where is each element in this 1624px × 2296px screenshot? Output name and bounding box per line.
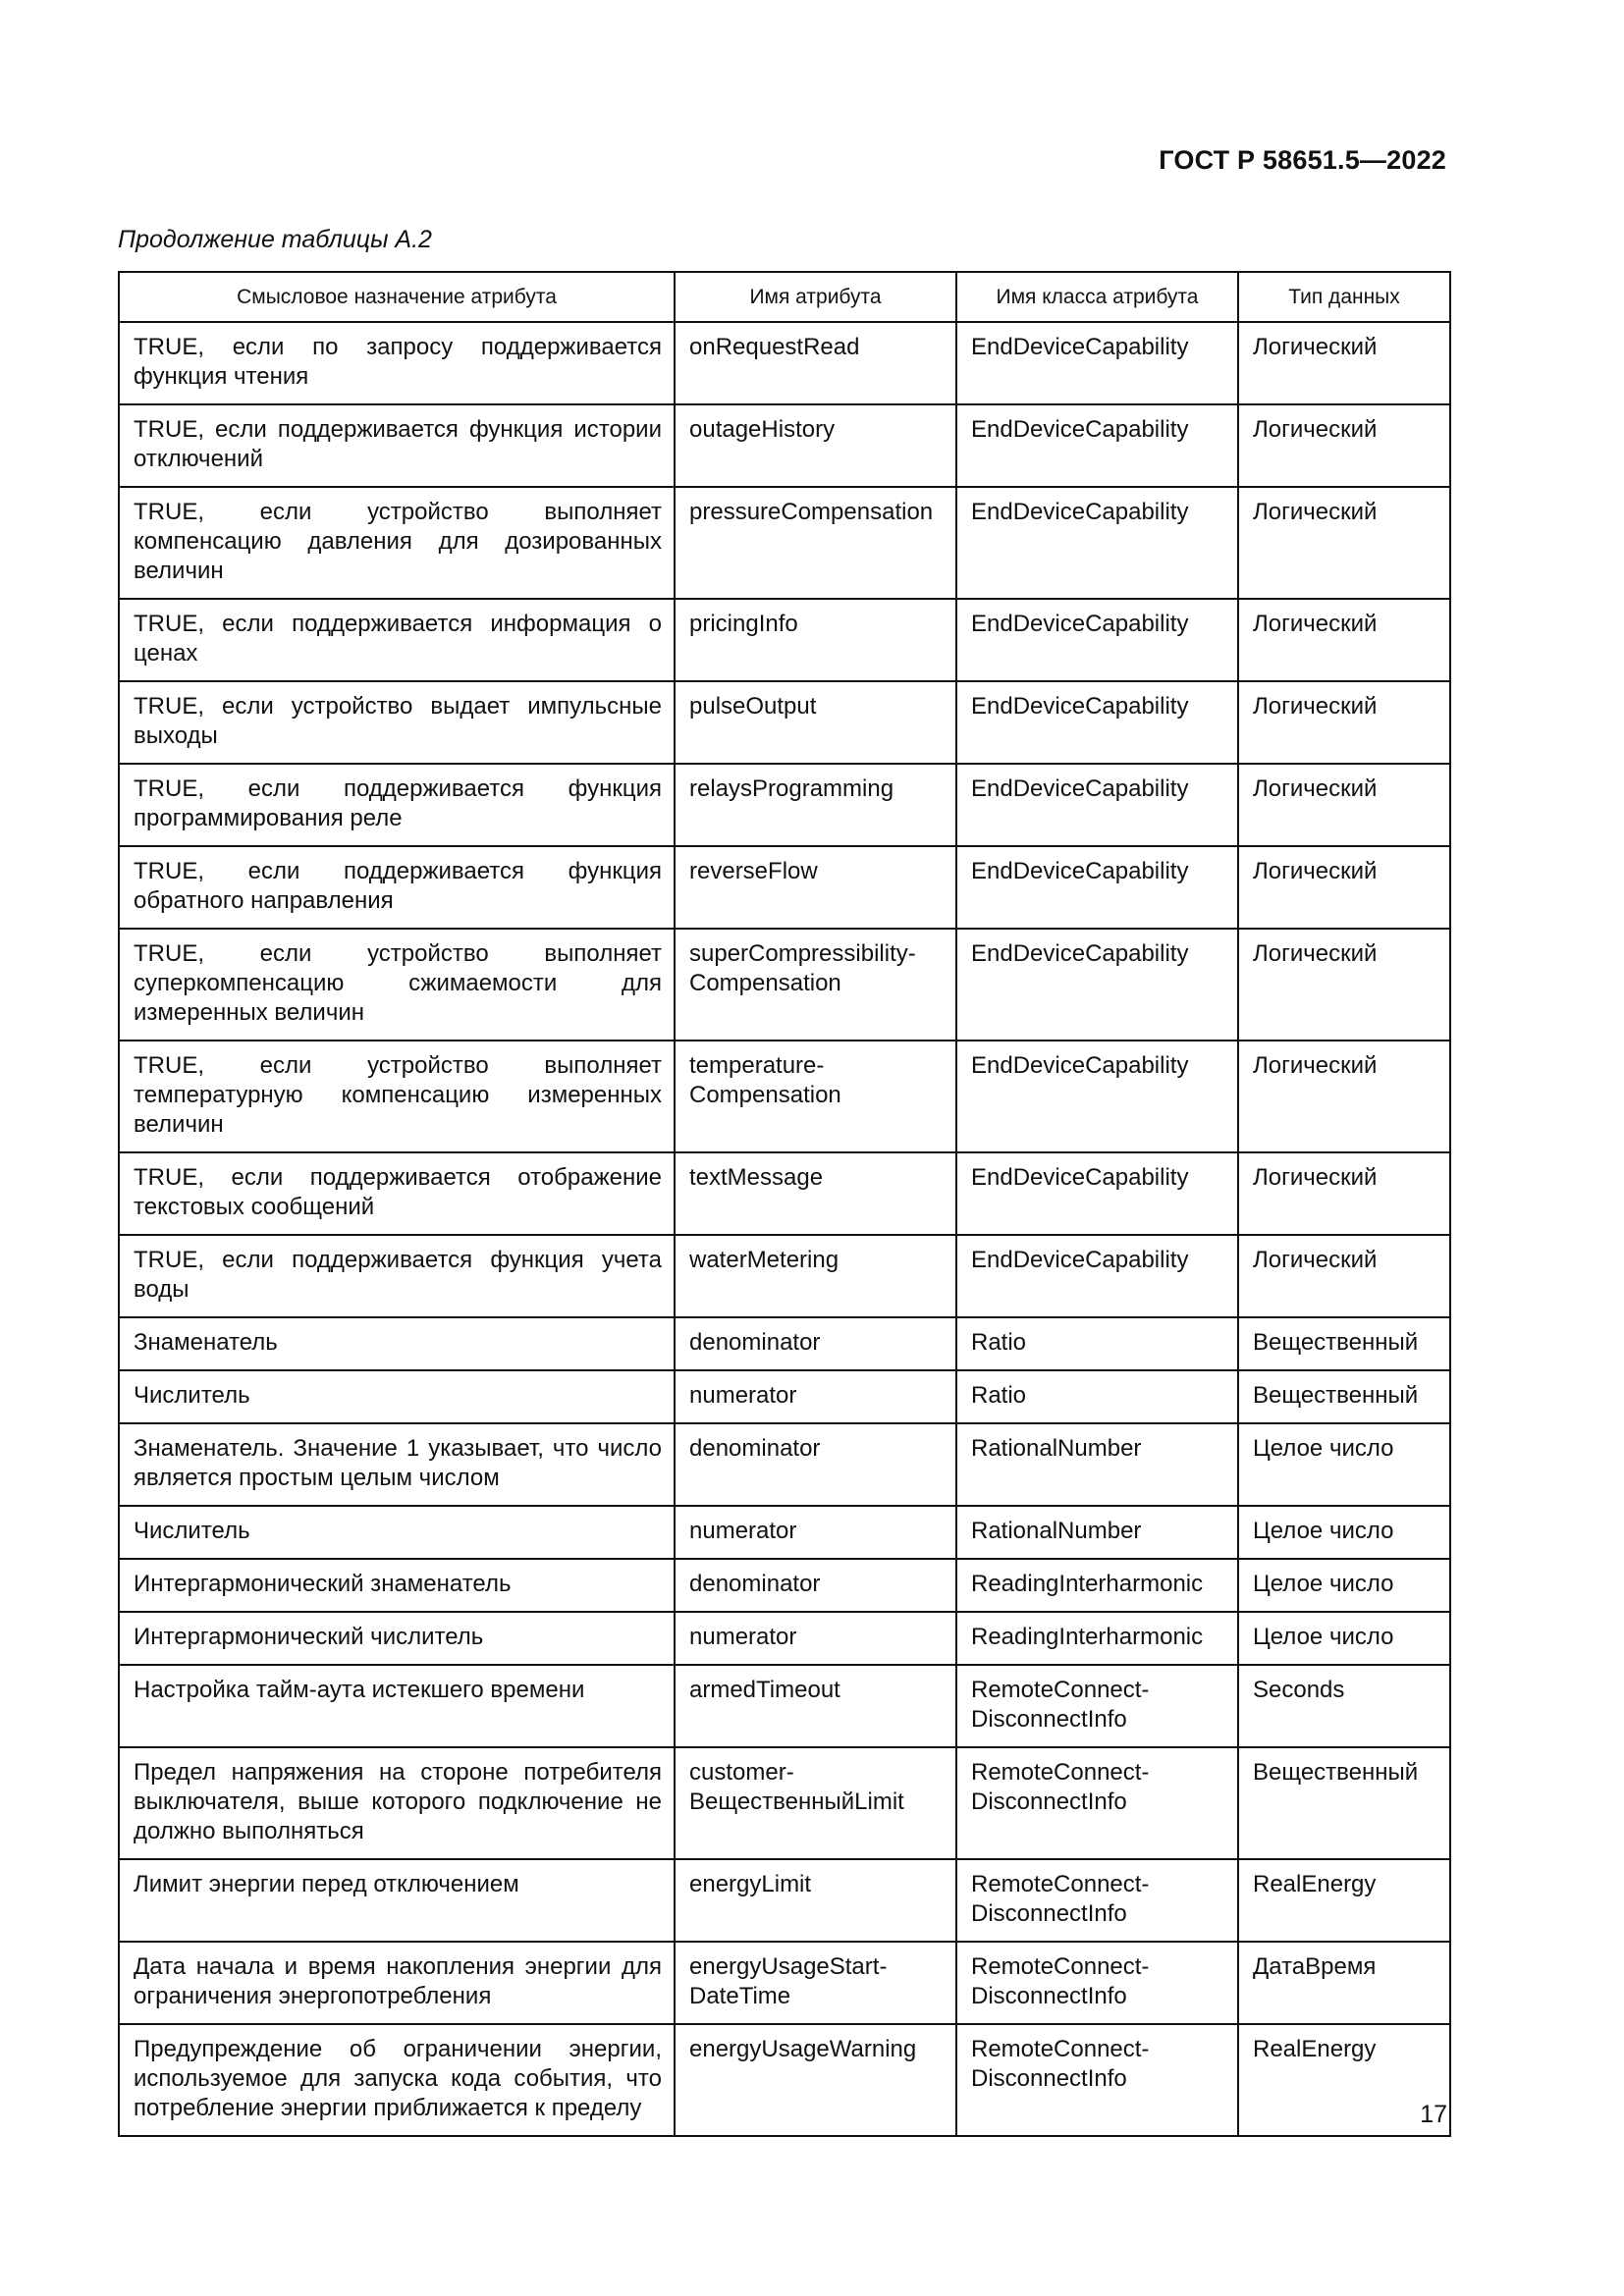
attribute-name: temperature-Compensation <box>675 1041 956 1152</box>
attribute-data-type: Логический <box>1238 1235 1450 1317</box>
table-row <box>119 1559 1450 1612</box>
column-header-description: Смысловое назначение атрибута <box>119 272 675 322</box>
attribute-name: relaysProgramming <box>675 764 956 846</box>
attribute-name: pulseOutput <box>675 681 956 764</box>
attribute-data-type: Seconds <box>1238 1665 1450 1747</box>
attribute-class-name: EndDeviceCapability <box>956 322 1238 404</box>
attribute-data-type: Целое число <box>1238 1506 1450 1559</box>
attributes-table <box>118 271 1451 2137</box>
table-row <box>119 1317 1450 1370</box>
attribute-class-name: EndDeviceCapability <box>956 404 1238 487</box>
attribute-description: Числитель <box>119 1506 675 1559</box>
attribute-class-name: ReadingInterharmonic <box>956 1559 1238 1612</box>
table-row <box>119 487 1450 599</box>
attribute-name: energyUsageWarning <box>675 2024 956 2136</box>
attribute-name: energyLimit <box>675 1859 956 1942</box>
attribute-data-type: Логический <box>1238 487 1450 599</box>
standard-code: ГОСТ Р 58651.5—2022 <box>1159 145 1446 175</box>
attribute-class-name: RemoteConnect-DisconnectInfo <box>956 2024 1238 2136</box>
attribute-class-name: EndDeviceCapability <box>956 681 1238 764</box>
attribute-description: Числитель <box>119 1370 675 1423</box>
attribute-class-name: EndDeviceCapability <box>956 846 1238 929</box>
attribute-name: waterMetering <box>675 1235 956 1317</box>
attribute-name: numerator <box>675 1370 956 1423</box>
attribute-data-type: Целое число <box>1238 1423 1450 1506</box>
attribute-description: TRUE, если устройство выполняет суперкомпенсацию сжимаемости для измеренных величин <box>119 929 675 1041</box>
attribute-data-type: Логический <box>1238 322 1450 404</box>
table-row <box>119 1942 1450 2024</box>
attribute-description: TRUE, если по запросу поддерживается функция чтения <box>119 322 675 404</box>
attribute-description: Дата начала и время накопления энергии для ограничения энергопотребления <box>119 1942 675 2024</box>
attribute-data-type: ДатаВремя <box>1238 1942 1450 2024</box>
table-row <box>119 1423 1450 1506</box>
attribute-data-type: Логический <box>1238 1041 1450 1152</box>
attribute-class-name: RemoteConnect-DisconnectInfo <box>956 1859 1238 1942</box>
attribute-description: TRUE, если поддерживается информация о ценах <box>119 599 675 681</box>
attribute-description: Предел напряжения на стороне потребителя выключателя, выше которого подключение не должно выполняться <box>119 1747 675 1859</box>
attribute-data-type: Логический <box>1238 681 1450 764</box>
attribute-data-type: RealEnergy <box>1238 2024 1450 2136</box>
attribute-description: Настройка тайм-аута истекшего времени <box>119 1665 675 1747</box>
attribute-name: onRequestRead <box>675 322 956 404</box>
table-row <box>119 1747 1450 1859</box>
attribute-data-type: Вещественный <box>1238 1317 1450 1370</box>
attribute-description: TRUE, если поддерживается функция обратного направления <box>119 846 675 929</box>
attribute-name: outageHistory <box>675 404 956 487</box>
attribute-name: denominator <box>675 1317 956 1370</box>
attribute-description: Интергармонический знаменатель <box>119 1559 675 1612</box>
attribute-name: numerator <box>675 1612 956 1665</box>
table-row <box>119 599 1450 681</box>
attribute-class-name: RemoteConnect-DisconnectInfo <box>956 1665 1238 1747</box>
attribute-data-type: Целое число <box>1238 1559 1450 1612</box>
table-row <box>119 764 1450 846</box>
attribute-name: reverseFlow <box>675 846 956 929</box>
attribute-description: TRUE, если устройство выполняет компенсацию давления для дозированных величин <box>119 487 675 599</box>
attribute-class-name: RemoteConnect-DisconnectInfo <box>956 1942 1238 2024</box>
table-row <box>119 1370 1450 1423</box>
attribute-class-name: RationalNumber <box>956 1423 1238 1506</box>
attribute-description: TRUE, если поддерживается функция программирования реле <box>119 764 675 846</box>
attribute-class-name: RemoteConnect-DisconnectInfo <box>956 1747 1238 1859</box>
table-row <box>119 322 1450 404</box>
attribute-name: customer-ВещественныйLimit <box>675 1747 956 1859</box>
attribute-data-type: Логический <box>1238 929 1450 1041</box>
attribute-description: TRUE, если поддерживается функция учета воды <box>119 1235 675 1317</box>
attribute-name: denominator <box>675 1423 956 1506</box>
attribute-description: TRUE, если устройство выдает импульсные выходы <box>119 681 675 764</box>
table-row <box>119 1612 1450 1665</box>
column-header-attribute: Имя атрибута <box>675 272 956 322</box>
attribute-class-name: EndDeviceCapability <box>956 487 1238 599</box>
table-row <box>119 1235 1450 1317</box>
attribute-description: Знаменатель <box>119 1317 675 1370</box>
attribute-data-type: Логический <box>1238 764 1450 846</box>
attribute-name: textMessage <box>675 1152 956 1235</box>
attribute-name: pressureCompensation <box>675 487 956 599</box>
attribute-name: armedTimeout <box>675 1665 956 1747</box>
table-row <box>119 1506 1450 1559</box>
attribute-name: denominator <box>675 1559 956 1612</box>
table-row <box>119 846 1450 929</box>
attribute-class-name: EndDeviceCapability <box>956 599 1238 681</box>
table-row <box>119 2024 1450 2136</box>
attribute-description: Лимит энергии перед отключением <box>119 1859 675 1942</box>
table-body <box>119 322 1450 2136</box>
attribute-description: Предупреждение об ограничении энергии, используемое для запуска кода события, что потребление энергии приближается к пределу <box>119 2024 675 2136</box>
attribute-description: Интергармонический числитель <box>119 1612 675 1665</box>
attribute-class-name: EndDeviceCapability <box>956 929 1238 1041</box>
table-row <box>119 681 1450 764</box>
table-row <box>119 1152 1450 1235</box>
attribute-class-name: EndDeviceCapability <box>956 764 1238 846</box>
attribute-name: superCompressibility-Compensation <box>675 929 956 1041</box>
table-row <box>119 1041 1450 1152</box>
attribute-name: pricingInfo <box>675 599 956 681</box>
attribute-class-name: Ratio <box>956 1370 1238 1423</box>
attribute-data-type: RealEnergy <box>1238 1859 1450 1942</box>
column-header-class-name: Имя класса атрибута <box>956 272 1238 322</box>
attribute-class-name: EndDeviceCapability <box>956 1041 1238 1152</box>
attribute-class-name: Ratio <box>956 1317 1238 1370</box>
column-header-data-type: Тип данных <box>1238 272 1450 322</box>
attribute-data-type: Вещественный <box>1238 1370 1450 1423</box>
attribute-class-name: RationalNumber <box>956 1506 1238 1559</box>
table-row <box>119 1859 1450 1942</box>
attribute-class-name: EndDeviceCapability <box>956 1152 1238 1235</box>
attribute-data-type: Логический <box>1238 846 1450 929</box>
table-row <box>119 404 1450 487</box>
attribute-data-type: Логический <box>1238 404 1450 487</box>
attribute-name: numerator <box>675 1506 956 1559</box>
attribute-data-type: Логический <box>1238 599 1450 681</box>
table-row <box>119 929 1450 1041</box>
attribute-description: TRUE, если поддерживается функция истории отключений <box>119 404 675 487</box>
attribute-class-name: EndDeviceCapability <box>956 1235 1238 1317</box>
attribute-name: energyUsageStart-DateTime <box>675 1942 956 2024</box>
attribute-data-type: Вещественный <box>1238 1747 1450 1859</box>
attribute-description: Знаменатель. Значение 1 указывает, что число является простым целым числом <box>119 1423 675 1506</box>
attribute-class-name: ReadingInterharmonic <box>956 1612 1238 1665</box>
attribute-description: TRUE, если устройство выполняет температурную компенсацию измеренных величин <box>119 1041 675 1152</box>
table-row <box>119 1665 1450 1747</box>
attribute-description: TRUE, если поддерживается отображение текстовых сообщений <box>119 1152 675 1235</box>
attribute-data-type: Целое число <box>1238 1612 1450 1665</box>
table-header-row <box>119 272 1450 322</box>
attribute-data-type: Логический <box>1238 1152 1450 1235</box>
page-number: 17 <box>1420 2101 1447 2128</box>
table-caption: Продолжение таблицы А.2 <box>118 226 432 253</box>
